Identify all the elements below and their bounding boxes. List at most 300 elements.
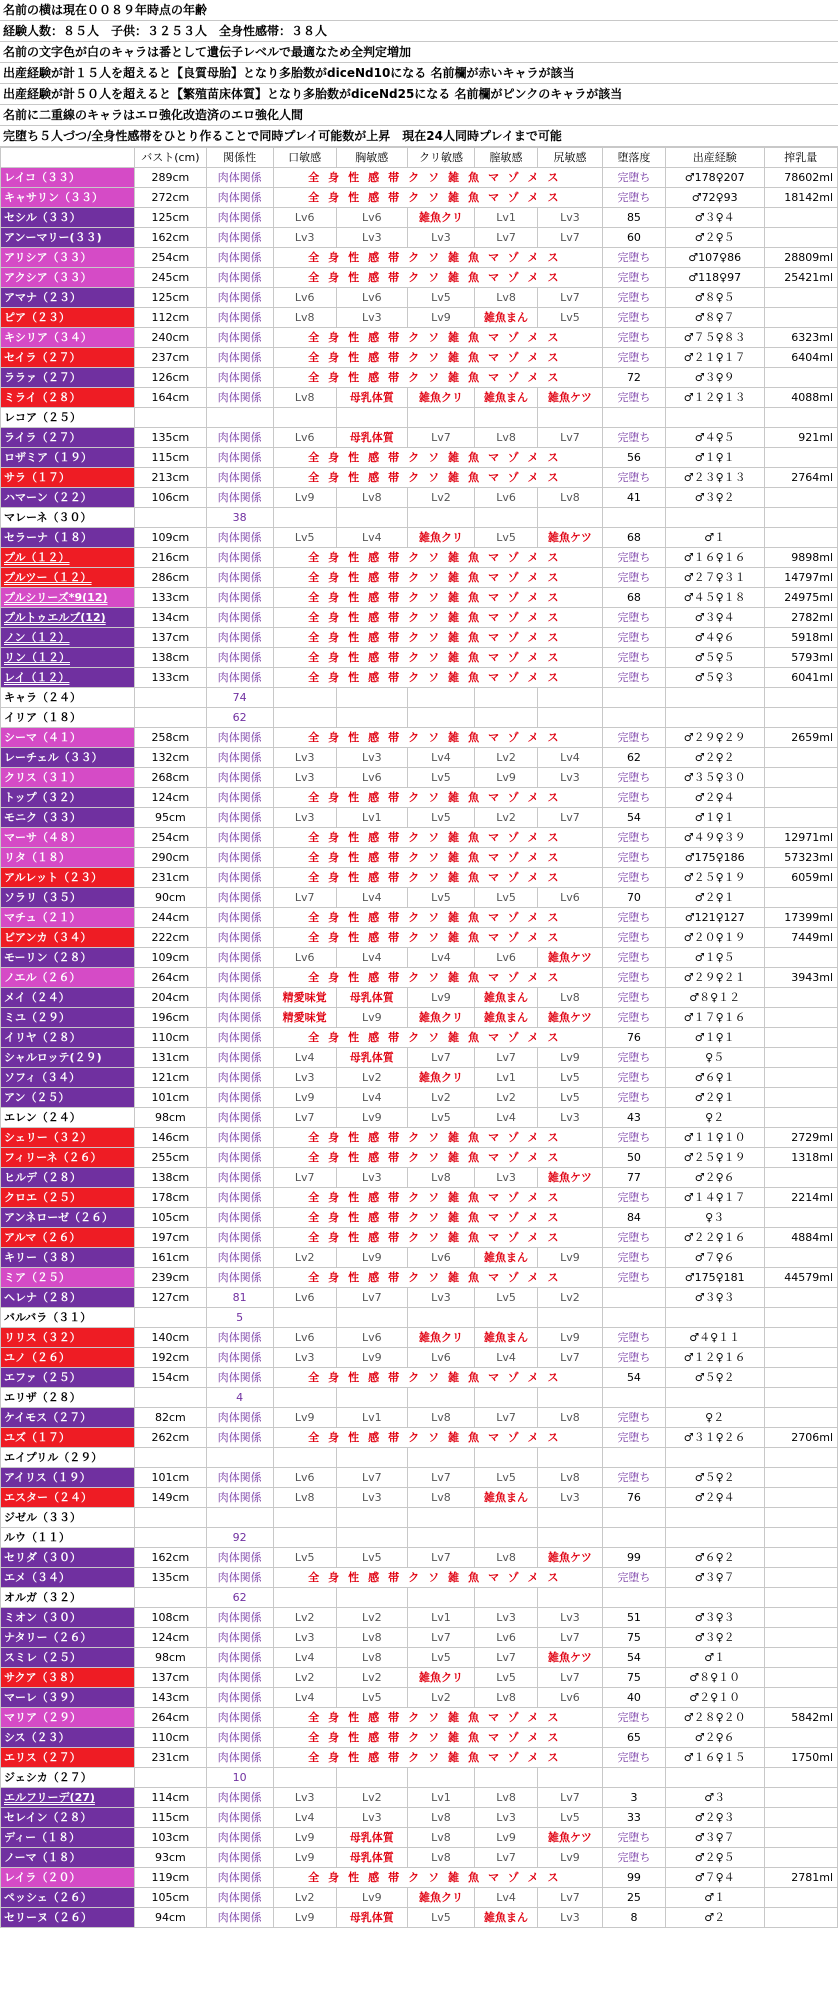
relation-cell: 肉体関係 [206,748,273,768]
sensitivity-cell: Lv5 [475,1468,538,1488]
sensitivity-cell [407,1768,474,1788]
bust-cell: 192cm [135,1348,206,1368]
sensitivity-cell: Lv3 [537,1908,602,1928]
table-row [1,1728,838,1748]
sensitivity-cell: Lv3 [407,228,474,248]
bust-cell: 213cm [135,468,206,488]
milk-cell: 9898ml [764,548,838,568]
relation-cell: 肉体関係 [206,1328,273,1348]
sensitivity-cell: Lv9 [537,1848,602,1868]
character-name [1,1488,135,1508]
fall-cell: 43 [602,1108,665,1128]
sensitivity-cell: Lv6 [336,288,407,308]
milk-cell [764,1348,838,1368]
relation-cell: 肉体関係 [206,988,273,1008]
fall-cell: 完堕ち [602,168,665,188]
milk-cell: 2781ml [764,1868,838,1888]
sensitivity-cell: Lv5 [273,1548,336,1568]
fall-cell: 完堕ち [602,1268,665,1288]
milk-cell [764,1828,838,1848]
fall-cell: 完堕ち [602,1568,665,1588]
name-text: アンーマリー(３３) [4,231,102,244]
sensitivity-cell [273,708,336,728]
sensitivity-cell: Lv6 [336,768,407,788]
bust-cell: 124cm [135,1628,206,1648]
birth-cell: ♂５♀２ [665,1468,764,1488]
birth-cell: ♂１６♀１６ [665,548,764,568]
birth-cell: ♂４９♀３９ [665,828,764,848]
sensitivity-cell: Lv1 [336,1408,407,1428]
birth-cell [665,408,764,428]
character-name [1,528,135,548]
relation-cell: 肉体関係 [206,1828,273,1848]
sensitivity-cell: Lv9 [273,1408,336,1428]
all-sensitive-cell: 全身性感帯クソ雑魚マゾメス [273,1228,602,1248]
fall-cell: 56 [602,448,665,468]
birth-cell: ♂178♀207 [665,168,764,188]
name-text: クリス（３１） [4,771,81,784]
name-text: ビアンカ（３４） [4,931,92,944]
sensitivity-cell [336,1448,407,1468]
fall-cell: 完堕ち [602,1088,665,1108]
name-text: ライラ（２７） [4,431,81,444]
sensitivity-cell: Lv4 [336,528,407,548]
name-text: マーレ（３９） [4,1691,81,1704]
sensitivity-cell: Lv1 [475,208,538,228]
character-name [1,1848,135,1868]
name-text: エスター（２４） [4,1491,92,1504]
sensitivity-cell: Lv2 [475,748,538,768]
fall-cell: 完堕ち [602,568,665,588]
all-sensitive-cell: 全身性感帯クソ雑魚マゾメス [273,448,602,468]
bust-cell: 231cm [135,868,206,888]
character-name [1,1168,135,1188]
name-text: リン（１２） [4,651,70,664]
table-row [1,1448,838,1468]
sensitivity-cell [336,1388,407,1408]
milk-cell [764,988,838,1008]
birth-cell: ♂３♀７ [665,1568,764,1588]
sensitivity-cell: 母乳体質 [336,1828,407,1848]
character-name [1,888,135,908]
birth-cell: ♀５ [665,1048,764,1068]
sensitivity-cell: Lv8 [475,1548,538,1568]
sensitivity-cell: Lv9 [407,308,474,328]
sensitivity-cell: Lv7 [475,1408,538,1428]
name-text: イリヤ（２８） [4,1031,81,1044]
sensitivity-cell: Lv3 [475,1808,538,1828]
birth-cell: ♂６♀２ [665,1548,764,1568]
table-row [1,1668,838,1688]
bust-cell: 146cm [135,1128,206,1148]
character-name [1,1528,135,1548]
name-text: ピア（２３） [4,311,70,324]
character-name [1,1308,135,1328]
bust-cell: 108cm [135,1608,206,1628]
all-sensitive-cell: 全身性感帯クソ雑魚マゾメス [273,1268,602,1288]
name-text: プル（１２） [4,551,70,564]
sensitivity-cell: Lv7 [537,228,602,248]
sensitivity-cell: Lv2 [407,488,474,508]
table-row [1,408,838,428]
birth-cell: ♂２５♀１９ [665,1148,764,1168]
table-row [1,1688,838,1708]
milk-cell: 6041ml [764,668,838,688]
milk-cell: 2706ml [764,1428,838,1448]
column-header: 搾乳量 [764,148,838,168]
birth-cell: ♂３５♀３０ [665,768,764,788]
table-row [1,828,838,848]
table-row [1,608,838,628]
sensitivity-cell: Lv4 [407,948,474,968]
birth-cell: ♂175♀181 [665,1268,764,1288]
all-sensitive-cell: 全身性感帯クソ雑魚マゾメス [273,648,602,668]
bust-cell: 131cm [135,1048,206,1068]
table-row [1,588,838,608]
birth-cell: ♂３♀２ [665,488,764,508]
bust-cell: 133cm [135,588,206,608]
milk-cell: 2659ml [764,728,838,748]
sensitivity-cell: Lv5 [475,888,538,908]
fall-cell: 完堕ち [602,1128,665,1148]
sensitivity-cell: Lv6 [336,208,407,228]
birth-cell: ♂３ [665,1788,764,1808]
sensitivity-cell: Lv7 [537,288,602,308]
birth-cell: ♂２９♀２９ [665,728,764,748]
character-name [1,1468,135,1488]
table-row [1,228,838,248]
bust-cell: 254cm [135,828,206,848]
character-name [1,688,135,708]
milk-cell [764,1548,838,1568]
sensitivity-cell: 母乳体質 [336,1908,407,1928]
table-row [1,488,838,508]
table-row [1,788,838,808]
sensitivity-cell [336,1768,407,1788]
bust-cell [135,688,206,708]
sensitivity-cell [537,508,602,528]
sensitivity-cell: Lv7 [537,1348,602,1368]
fall-cell: 完堕ち [602,388,665,408]
table-row [1,748,838,768]
sensitivity-cell [537,1768,602,1788]
name-text: レイ（１２） [4,671,70,684]
name-text: エファ（２５） [4,1371,81,1384]
character-name [1,208,135,228]
birth-cell [665,1308,764,1328]
relation-cell: 肉体関係 [206,648,273,668]
sensitivity-cell [537,408,602,428]
table-row [1,848,838,868]
sensitivity-cell: Lv8 [407,1168,474,1188]
bust-cell: 161cm [135,1248,206,1268]
sensitivity-cell: Lv3 [273,768,336,788]
character-name [1,1608,135,1628]
sensitivity-cell: 雑魚クリ [407,388,474,408]
name-text: ディー（１８） [4,1831,81,1844]
fall-cell: 完堕ち [602,728,665,748]
relation-cell: 肉体関係 [206,228,273,248]
birth-cell: ♂４♀１１ [665,1328,764,1348]
character-name [1,968,135,988]
sensitivity-cell: Lv9 [537,1248,602,1268]
sensitivity-cell: Lv6 [407,1348,474,1368]
name-text: クロエ（２５） [4,1191,81,1204]
bust-cell: 121cm [135,1068,206,1088]
sensitivity-cell: Lv8 [475,1788,538,1808]
fall-cell: 25 [602,1888,665,1908]
fall-cell: 68 [602,588,665,608]
table-row [1,688,838,708]
milk-cell: 44579ml [764,1268,838,1288]
bust-cell: 262cm [135,1428,206,1448]
bust-cell: 154cm [135,1368,206,1388]
all-sensitive-cell: 全身性感帯クソ雑魚マゾメス [273,1748,602,1768]
sensitivity-cell: Lv7 [537,1888,602,1908]
name-text: モニク（３３） [4,811,81,824]
sensitivity-cell: Lv3 [336,1808,407,1828]
sensitivity-cell: Lv5 [407,1108,474,1128]
birth-cell: ♂１７♀１６ [665,1008,764,1028]
character-name [1,1408,135,1428]
birth-cell: ♂２♀１ [665,888,764,908]
character-name [1,1008,135,1028]
sensitivity-cell: Lv4 [407,748,474,768]
name-text: プルトゥエルブ(12) [4,611,106,624]
birth-cell: ♀２ [665,1108,764,1128]
milk-cell [764,488,838,508]
bust-cell: 133cm [135,668,206,688]
character-name [1,668,135,688]
table-row [1,868,838,888]
sensitivity-cell: Lv6 [475,948,538,968]
bust-cell: 109cm [135,528,206,548]
birth-cell: ♂８♀５ [665,288,764,308]
table-row [1,1608,838,1628]
sensitivity-cell: Lv2 [273,1248,336,1268]
relation-cell: 肉体関係 [206,288,273,308]
character-name [1,1628,135,1648]
name-text: キリー（３８） [4,1251,81,1264]
sensitivity-cell: Lv8 [273,1488,336,1508]
all-sensitive-cell: 全身性感帯クソ雑魚マゾメス [273,1128,602,1148]
sensitivity-cell: Lv9 [336,1248,407,1268]
milk-cell [764,228,838,248]
bust-cell: 101cm [135,1088,206,1108]
sensitivity-cell [336,1508,407,1528]
relation-cell: 肉体関係 [206,1088,273,1108]
bust-cell [135,708,206,728]
bust-cell: 231cm [135,1748,206,1768]
sensitivity-cell: Lv6 [537,1688,602,1708]
relation-cell: 肉体関係 [206,1748,273,1768]
all-sensitive-cell: 全身性感帯クソ雑魚マゾメス [273,1868,602,1888]
sensitivity-cell: 雑魚クリ [407,528,474,548]
sensitivity-cell [475,688,538,708]
table-row [1,248,838,268]
name-text: ララァ（２７） [4,371,81,384]
bust-cell: 135cm [135,1568,206,1588]
table-row [1,1348,838,1368]
sensitivity-cell: Lv2 [336,1788,407,1808]
sensitivity-cell: Lv6 [273,1468,336,1488]
table-row [1,1268,838,1288]
fall-cell [602,1388,665,1408]
sensitivity-cell: 雑魚まん [475,1248,538,1268]
character-name [1,1148,135,1168]
bust-cell: 110cm [135,1028,206,1048]
sensitivity-cell: Lv7 [407,428,474,448]
sensitivity-cell: Lv7 [537,428,602,448]
fall-cell: 70 [602,888,665,908]
sensitivity-cell: Lv9 [273,1908,336,1928]
name-text: ナタリー（２６） [4,1631,92,1644]
character-name [1,1588,135,1608]
milk-cell [764,768,838,788]
relation-cell: 肉体関係 [206,808,273,828]
sensitivity-cell [537,708,602,728]
all-sensitive-cell: 全身性感帯クソ雑魚マゾメス [273,248,602,268]
table-row [1,1788,838,1808]
sensitivity-cell: Lv9 [273,1848,336,1868]
birth-cell: ♂175♀186 [665,848,764,868]
sensitivity-cell: Lv6 [273,288,336,308]
birth-cell [665,1768,764,1788]
sensitivity-cell: Lv5 [537,1088,602,1108]
bust-cell: 264cm [135,968,206,988]
all-sensitive-cell: 全身性感帯クソ雑魚マゾメス [273,728,602,748]
sensitivity-cell [475,1388,538,1408]
sensitivity-cell: Lv8 [273,388,336,408]
relation-cell: 肉体関係 [206,1708,273,1728]
relation-cell: 肉体関係 [206,1248,273,1268]
fall-cell: 完堕ち [602,768,665,788]
sensitivity-cell: 雑魚ケツ [537,388,602,408]
name-text: マリア（２９） [4,1711,81,1724]
milk-cell [764,1308,838,1328]
relation-cell: 肉体関係 [206,1208,273,1228]
sensitivity-cell: Lv9 [475,768,538,788]
sensitivity-cell: 雑魚まん [475,988,538,1008]
character-name [1,928,135,948]
sensitivity-cell [537,1508,602,1528]
name-text: アイリス（１９） [4,1471,91,1484]
relation-cell: 肉体関係 [206,568,273,588]
character-name [1,1228,135,1248]
birth-cell: ♂１１♀１０ [665,1128,764,1148]
sensitivity-cell: Lv3 [336,1488,407,1508]
relation-cell: 肉体関係 [206,1348,273,1368]
relation-cell: 肉体関係 [206,928,273,948]
name-text: レイコ（３３） [4,171,81,184]
column-header: 胸敏感 [336,148,407,168]
fall-cell: 完堕ち [602,548,665,568]
character-name [1,1348,135,1368]
table-row [1,1288,838,1308]
sensitivity-cell: Lv1 [407,1608,474,1628]
sensitivity-cell [537,1388,602,1408]
relation-cell: 肉体関係 [206,428,273,448]
character-name [1,648,135,668]
sensitivity-cell [475,1768,538,1788]
relation-cell: 肉体関係 [206,848,273,868]
character-name [1,608,135,628]
milk-cell [764,1328,838,1348]
table-row [1,1408,838,1428]
name-text: レコア（２５） [4,411,81,424]
relation-cell [206,1508,273,1528]
relation-cell: 肉体関係 [206,448,273,468]
milk-cell [764,1528,838,1548]
fall-cell: 完堕ち [602,308,665,328]
name-text: アン（２５） [4,1091,70,1104]
fall-cell: 8 [602,1908,665,1928]
sensitivity-cell: Lv6 [475,1628,538,1648]
milk-cell [764,448,838,468]
birth-cell: ♂４５♀１８ [665,588,764,608]
sensitivity-cell: 雑魚まん [475,1328,538,1348]
fall-cell: 54 [602,808,665,828]
birth-cell: ♂２０♀１９ [665,928,764,948]
name-text: キャサリン（３３） [4,191,103,204]
table-row [1,308,838,328]
milk-cell [764,1588,838,1608]
milk-cell: 1750ml [764,1748,838,1768]
character-name [1,1788,135,1808]
character-name [1,828,135,848]
sensitivity-cell [407,1448,474,1468]
note-line: 出産経験が計１５人を超えると【良質母胎】となり多胎数がdiceNd10になる 名前欄が赤いキャラが該当 [0,63,838,84]
sensitivity-cell: Lv5 [475,1288,538,1308]
note-line: 名前の横は現在００８９年時点の年齢 [0,0,838,21]
birth-cell: ♂107♀86 [665,248,764,268]
birth-cell [665,688,764,708]
sensitivity-cell: Lv6 [475,488,538,508]
milk-cell: 28809ml [764,248,838,268]
fall-cell: 40 [602,1688,665,1708]
sensitivity-cell: Lv7 [273,888,336,908]
note-line: 出産経験が計５０人を超えると【繁殖苗床体質】となり多胎数がdiceNd25になる 名前欄がピンクのキャラが該当 [0,84,838,105]
fall-cell: 完堕ち [602,1248,665,1268]
relation-cell: 肉体関係 [206,1408,273,1428]
name-text: スミレ（２５） [4,1651,81,1664]
all-sensitive-cell: 全身性感帯クソ雑魚マゾメス [273,788,602,808]
sensitivity-cell [407,1588,474,1608]
bust-cell: 93cm [135,1848,206,1868]
name-text: セラーナ（１８） [4,531,92,544]
character-name [1,1128,135,1148]
bust-cell: 94cm [135,1908,206,1928]
name-text: マーサ（４８） [4,831,81,844]
birth-cell: ♂１ [665,1888,764,1908]
relation-cell: 肉体関係 [206,1488,273,1508]
bust-cell: 138cm [135,1168,206,1188]
birth-cell [665,708,764,728]
name-text: セシル（３３） [4,211,81,224]
column-header [1,148,135,168]
note-line: 完堕ち５人づつ/全身性感帯をひとり作ることで同時プレイ可能数が上昇 現在24人同時プレイまで可能 [0,126,838,147]
fall-cell: 完堕ち [602,1228,665,1248]
birth-cell: ♂７♀４ [665,1868,764,1888]
fall-cell: 完堕ち [602,1188,665,1208]
sensitivity-cell: Lv8 [407,1828,474,1848]
fall-cell: 50 [602,1148,665,1168]
milk-cell: 17399ml [764,908,838,928]
character-name [1,1188,135,1208]
character-name [1,188,135,208]
milk-cell [764,1488,838,1508]
relation-cell: 肉体関係 [206,388,273,408]
